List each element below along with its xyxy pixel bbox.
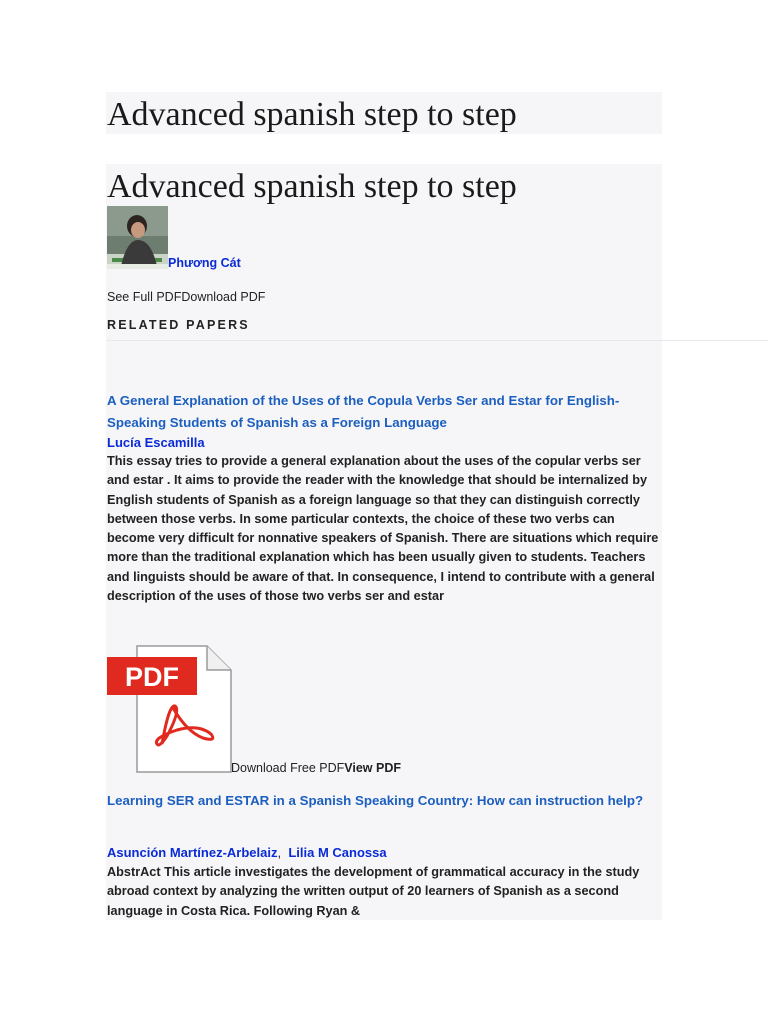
view-pdf-link[interactable]: View PDF: [344, 761, 401, 775]
page-title-top: Advanced spanish step to step: [107, 96, 517, 133]
author-avatar[interactable]: [107, 206, 168, 269]
paper-abstract-1: This essay tries to provide a general explanation about the uses of the copular verbs ser and estar . It aims to provide the reader with the knowledge that should be internalized by English students of Spanish as a foreign language so that they can distinguish correctly between those verbs. In some particular contexts, the choice of these two verbs can become very difficult for nonnative speakers of Spanish. There are situations which require more than the traditional explanation which has been usually given to students. Teachers and linguists should be aware of that. In consequence, I intend to contribute with a general description of the uses of those two verbs ser and estar: [107, 454, 659, 604]
paper-author-link[interactable]: Lilia M Canossa: [288, 845, 387, 860]
section-divider: [106, 340, 768, 341]
download-pdf-link[interactable]: Download PDF: [181, 290, 266, 304]
avatar-photo: [107, 206, 168, 269]
page-title-bar-top: [106, 92, 662, 134]
paper-authors-2: [107, 845, 387, 860]
see-full-pdf-link[interactable]: See Full PDF: [107, 290, 182, 304]
page-title-bar: [106, 164, 662, 206]
pdf-badge-text: PDF: [125, 662, 179, 692]
paper-download-row-1: [231, 761, 401, 775]
paper-authors-1: [107, 435, 205, 450]
download-free-pdf-link[interactable]: Download Free PDF: [231, 761, 345, 775]
paper-author-link[interactable]: Lucía Escamilla: [107, 435, 205, 450]
page-title: Advanced spanish step to step: [107, 168, 517, 205]
author-link[interactable]: Phương Cát: [168, 256, 241, 270]
pdf-icon[interactable]: [107, 644, 233, 774]
pdf-file-icon: [107, 644, 233, 774]
paper-title-2[interactable]: Learning SER and ESTAR in a Spanish Speaking Country: How can instruction help?: [107, 793, 644, 808]
paper-abstract-2: AbstrAct This article investigates the development of grammatical accuracy in the study abroad context by analyzing the written output of 20 learners of Spanish as a second language in Costa Rica. Following Ryan &: [107, 865, 640, 918]
paper-author-link[interactable]: Asunción Martínez-Arbelaiz: [107, 845, 278, 860]
author-separator: ,: [277, 845, 282, 860]
related-papers-heading: RELATED PAPERS: [107, 318, 250, 332]
pdf-links: [107, 290, 265, 304]
paper-title-1[interactable]: A General Explanation of the Uses of the Copula Verbs Ser and Estar for English-Speaking Students of Spanish as a Foreign Language: [107, 393, 620, 430]
